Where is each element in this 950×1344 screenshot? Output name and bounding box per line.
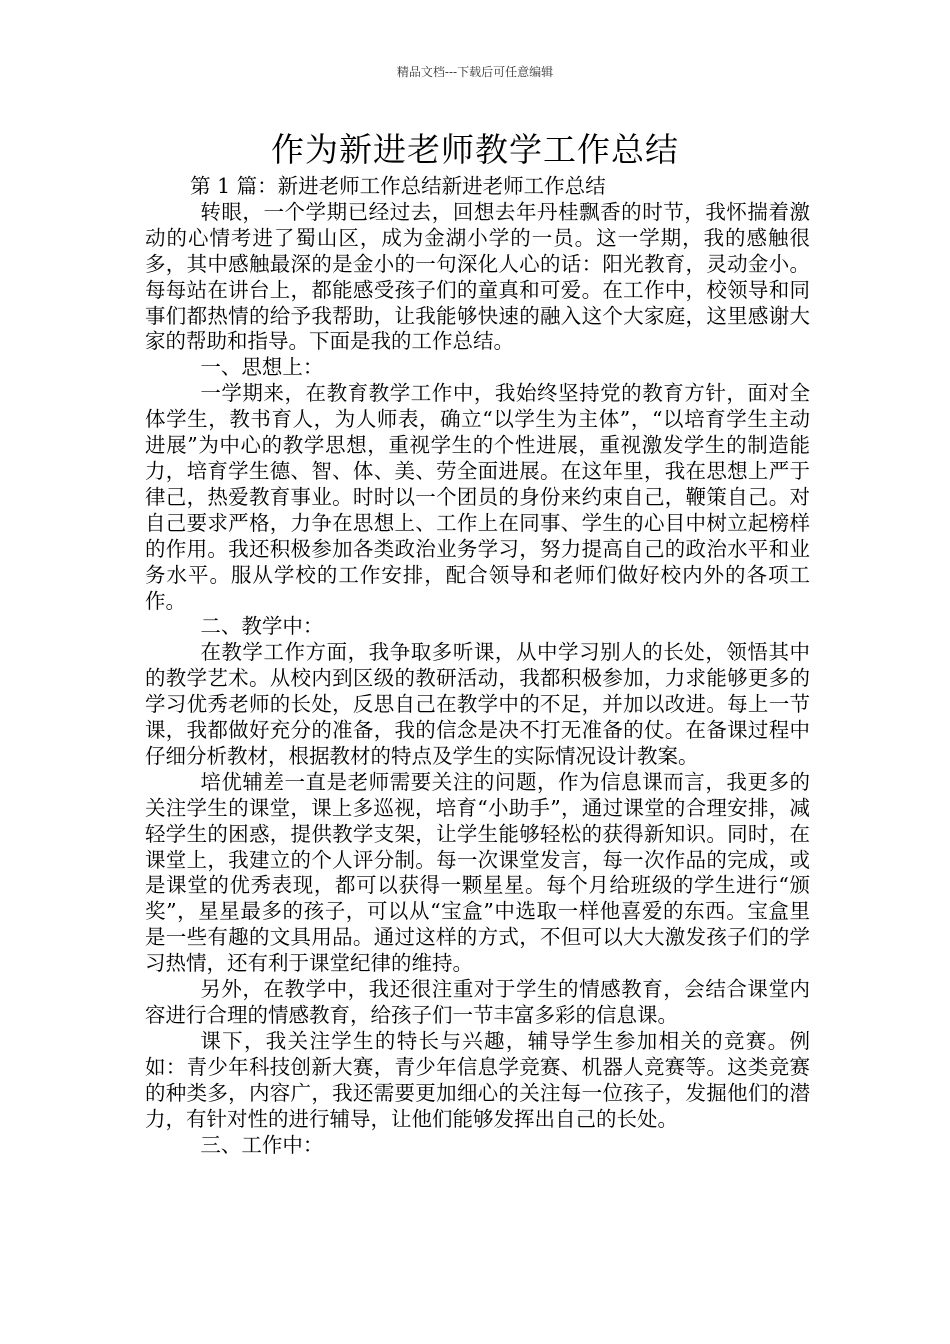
paragraph-tutoring: 培优辅差一直是老师需要关注的问题，作为信息课而言，我更多的关注学生的课堂，课上多巡视，培育“小助手”，通过课堂的合理安排，减轻学生的困惑，提供教学支架，让学生能够轻松的获得新知识。同时，在课堂上，我建立的个人评分制。每一次课堂发言，每一次作品的完成，或是课堂的优秀表现，都可以获得一颗星星。每个月给班级的学生进行“颁奖”，星星最多的孩子，可以从“宝盒”中选取一样他喜爱的东西。宝盒里是一些有趣的文具用品。通过这样的方式，不但可以大大激发孩子们的学习热情，还有利于课堂纪律的维持。 [145,769,810,976]
heading-teaching: 二、教学中： [200,614,324,639]
paragraph-thought: 一学期来，在教育教学工作中，我始终坚持党的教育方针，面对全体学生，教书育人，为人师表，确立“以学生为主体”，“以培育学生主动进展”为中心的教学思想，重视学生的个性进展，重视激发学生的制造能力，培育学生德、智、体、美、劳全面进展。在这年里，我在思想上严于律己，热爱教育事业。时时以一个团员的身份来约束自己，鞭策自己。对自己要求严格，力争在思想上、工作上在同事、学生的心目中树立起榜样的作用。我还积极参加各类政治业务学习，努力提高自己的政治水平和业务水平。服从学校的工作安排，配合领导和老师们做好校内外的各项工作。 [145,381,810,613]
document-title: 作为新进老师教学工作总结 [271,130,679,169]
heading-thought: 一、思想上： [200,355,324,380]
paragraph-emotion: 另外，在教学中，我还很注重对于学生的情感教育，会结合课堂内容进行合理的情感教育，给孩子们一节丰富多彩的信息课。 [145,977,810,1027]
header-note: 精品文档---下载后可任意编辑 [396,65,554,79]
paragraph-intro: 转眼，一个学期已经过去，回想去年丹桂飘香的时节，我怀揣着激动的心情考进了蜀山区，成为金湖小学的一员。这一学期，我的感触很多，其中感触最深的是金小的一句深化人心的话：阳光教育，灵动金小。每每站在讲台上，都能感受孩子们的童真和可爱。在工作中，校领导和同事们都热情的给予我帮助，让我能够快速的融入这个大家庭，这里感谢大家的帮助和指导。下面是我的工作总结。 [145,199,810,354]
heading-work: 三、工作中： [200,1132,324,1157]
section-subtitle: 第 1 篇：新进老师工作总结新进老师工作总结 [190,174,606,198]
paragraph-teaching: 在教学工作方面，我争取多听课，从中学习别人的长处，领悟其中的教学艺术。从校内到区级的教研活动，我都积极参加，力求能够更多的学习优秀老师的长处，反思自己在教学中的不足，并加以改进。每上一节课，我都做好充分的准备，我的信念是决不打无准备的仗。在备课过程中仔细分析教材，根据教材的特点及学生的实际情况设计教案。 [145,640,810,768]
document-body [145,174,810,1158]
paragraph-competition: 课下，我关注学生的特长与兴趣，辅导学生参加相关的竞赛。例如：青少年科技创新大赛，青少年信息学竞赛、机器人竞赛等。这类竞赛的种类多，内容广，我还需要更加细心的关注每一位孩子，发掘他们的潜力，有针对性的进行辅导，让他们能够发挥出自己的长处。 [145,1028,810,1131]
